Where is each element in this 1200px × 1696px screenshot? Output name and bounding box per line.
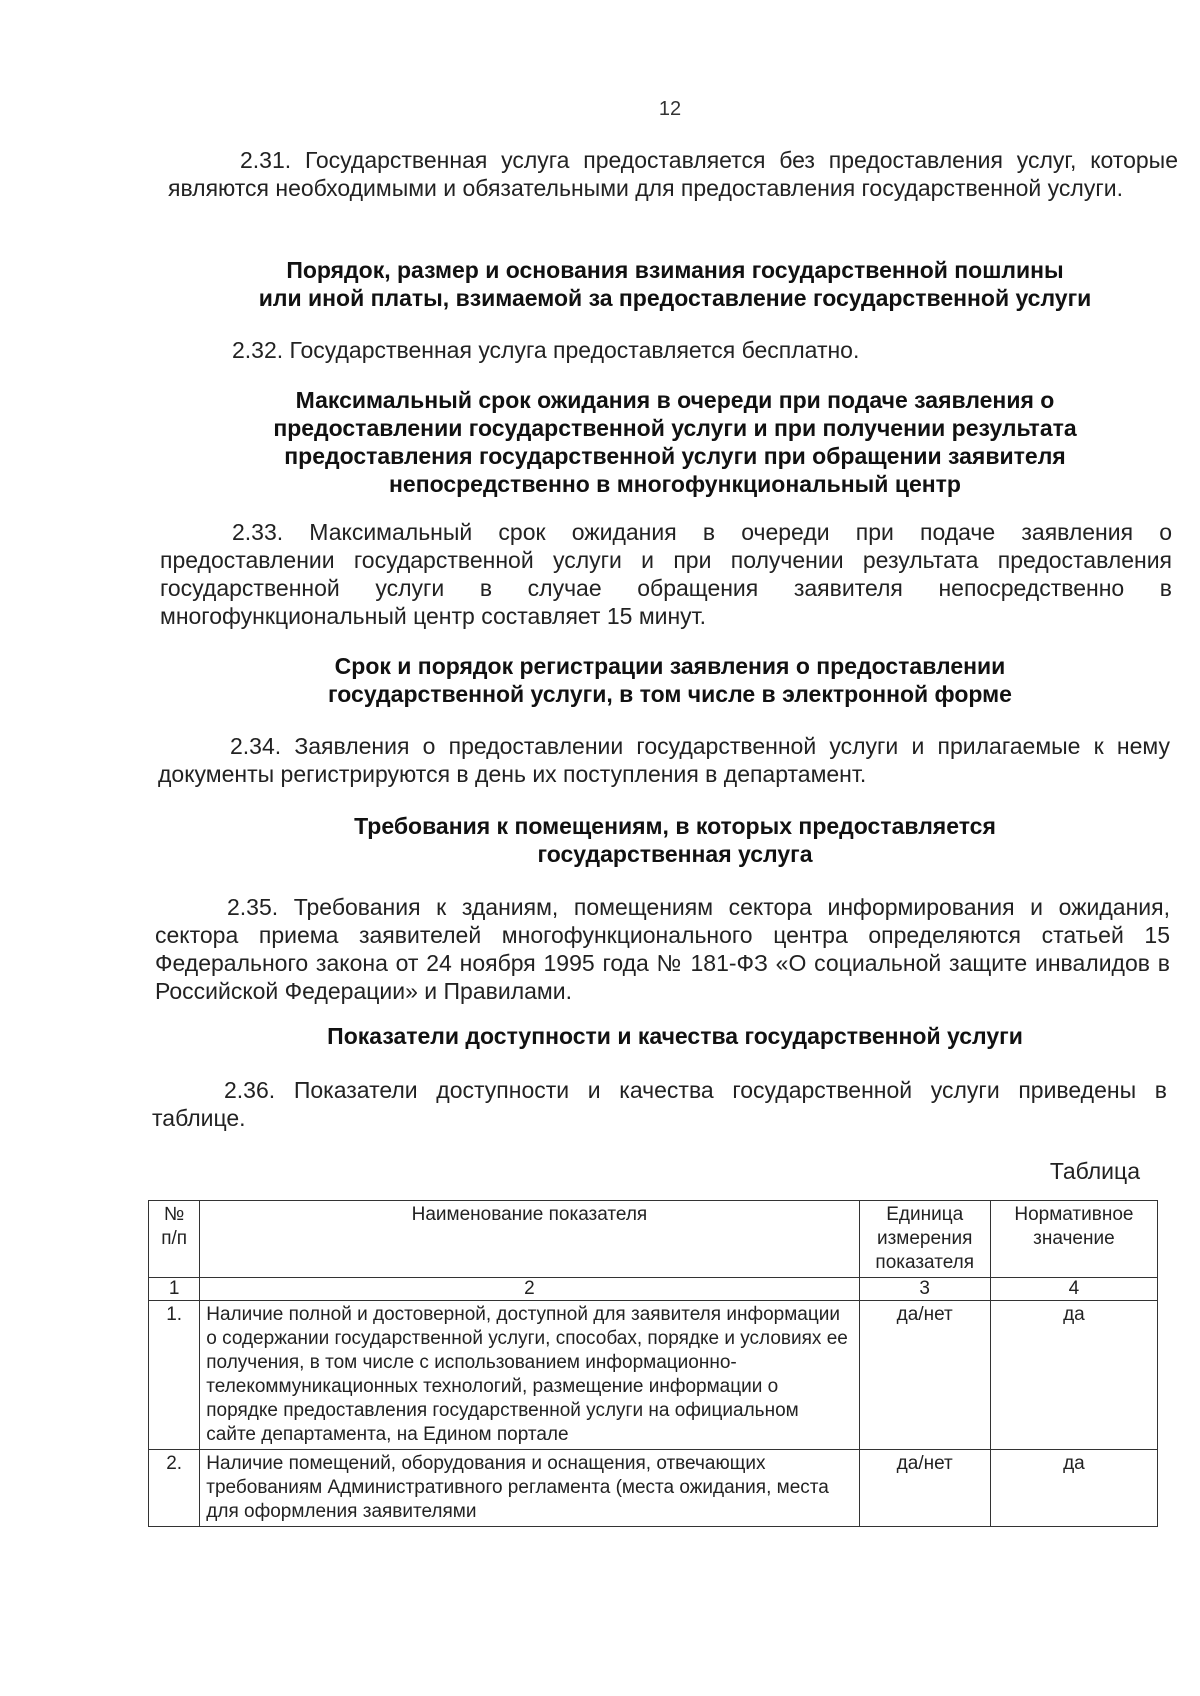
table-header-row: [149, 1201, 1158, 1278]
heading-line: Срок и порядок регистрации заявления о предоставлении: [334, 653, 1006, 679]
page-number: 12: [658, 98, 682, 120]
heading-state-fee: [150, 256, 1200, 312]
header-name: Наименование показателя: [200, 1201, 859, 1278]
row-name: Наличие помещений, оборудования и оснащения, отвечающих требованиям Административного регламента (места ожидания, места для оформления заявителями: [200, 1450, 859, 1527]
index-cell: 1: [149, 1278, 200, 1301]
index-cell: 4: [990, 1278, 1157, 1301]
heading-line: или иной платы, взимаемой за предоставление государственной услуги: [258, 285, 1092, 311]
row-num: 1.: [149, 1301, 200, 1450]
heading-premises: [150, 812, 1200, 868]
heading-line: предоставлении государственной услуги и при получении результата: [273, 415, 1077, 441]
heading-line: предоставления государственной услуги при обращении заявителя: [284, 443, 1066, 469]
paragraph-2-33: 2.33. Максимальный срок ожидания в очереди при подаче заявления о предоставлении государственной услуги и при получении результата предоставления государственной услуги в случае обращения заявителя непосредственно в многофункциональный центр составляет 15 минут.: [160, 519, 1172, 629]
heading-line: государственная услуга: [537, 841, 813, 867]
heading-waiting-time: [150, 386, 1200, 498]
header-num: № п/п: [149, 1201, 200, 1278]
table-row: [149, 1450, 1158, 1527]
heading-registration: [150, 652, 1190, 708]
row-name: Наличие полной и достоверной, доступной для заявителя информации о содержании государственной услуги, способах, порядке и условиях ее получения, в том числе с использованием информационно-телекоммуникационных технологий, размещение информации о порядке предоставления государственной услуги на официальном сайте департамента, на Едином портале: [200, 1301, 859, 1450]
table-index-row: [149, 1278, 1158, 1301]
heading-line: Максимальный срок ожидания в очереди при подаче заявления о: [295, 387, 1055, 413]
heading-line: Показатели доступности и качества государственной услуги: [327, 1023, 1023, 1049]
heading-quality-indicators: [150, 1022, 1200, 1050]
row-norm: да: [990, 1301, 1157, 1450]
heading-line: Требования к помещениям, в которых предоставляется: [354, 813, 996, 839]
heading-line: Порядок, размер и основания взимания государственной пошлины: [286, 257, 1064, 283]
index-cell: 2: [200, 1278, 859, 1301]
header-unit: Единица измерения показателя: [859, 1201, 990, 1278]
paragraph-2-36: 2.36. Показатели доступности и качества государственной услуги приведены в таблице.: [152, 1077, 1167, 1131]
table-label: Таблица: [1049, 1158, 1140, 1184]
heading-line: государственной услуги, в том числе в электронной форме: [328, 681, 1012, 707]
table-row: [149, 1301, 1158, 1450]
row-num: 2.: [149, 1450, 200, 1527]
row-unit: да/нет: [859, 1301, 990, 1450]
heading-line: непосредственно в многофункциональный центр: [389, 471, 961, 497]
paragraph-2-35: 2.35. Требования к зданиям, помещениям сектора информирования и ожидания, сектора приема заявителей многофункционального центра определяются статьей 15 Федерального закона от 24 ноября 1995 года № 181-ФЗ «О социальной защите инвалидов в Российской Федерации» и Правилами.: [155, 894, 1170, 1004]
index-cell: 3: [859, 1278, 990, 1301]
row-unit: да/нет: [859, 1450, 990, 1527]
paragraph-2-34: 2.34. Заявления о предоставлении государственной услуги и прилагаемые к нему документы регистрируются в день их поступления в департамент.: [158, 733, 1170, 787]
indicators-table: [148, 1200, 1158, 1527]
header-norm: Нормативное значение: [990, 1201, 1157, 1278]
row-norm: да: [990, 1450, 1157, 1527]
paragraph-2-31: 2.31. Государственная услуга предоставляется без предоставления услуг, которые являются необходимыми и обязательными для предоставления государственной услуги.: [168, 147, 1178, 201]
paragraph-2-32: 2.32. Государственная услуга предоставляется бесплатно.: [232, 337, 860, 363]
